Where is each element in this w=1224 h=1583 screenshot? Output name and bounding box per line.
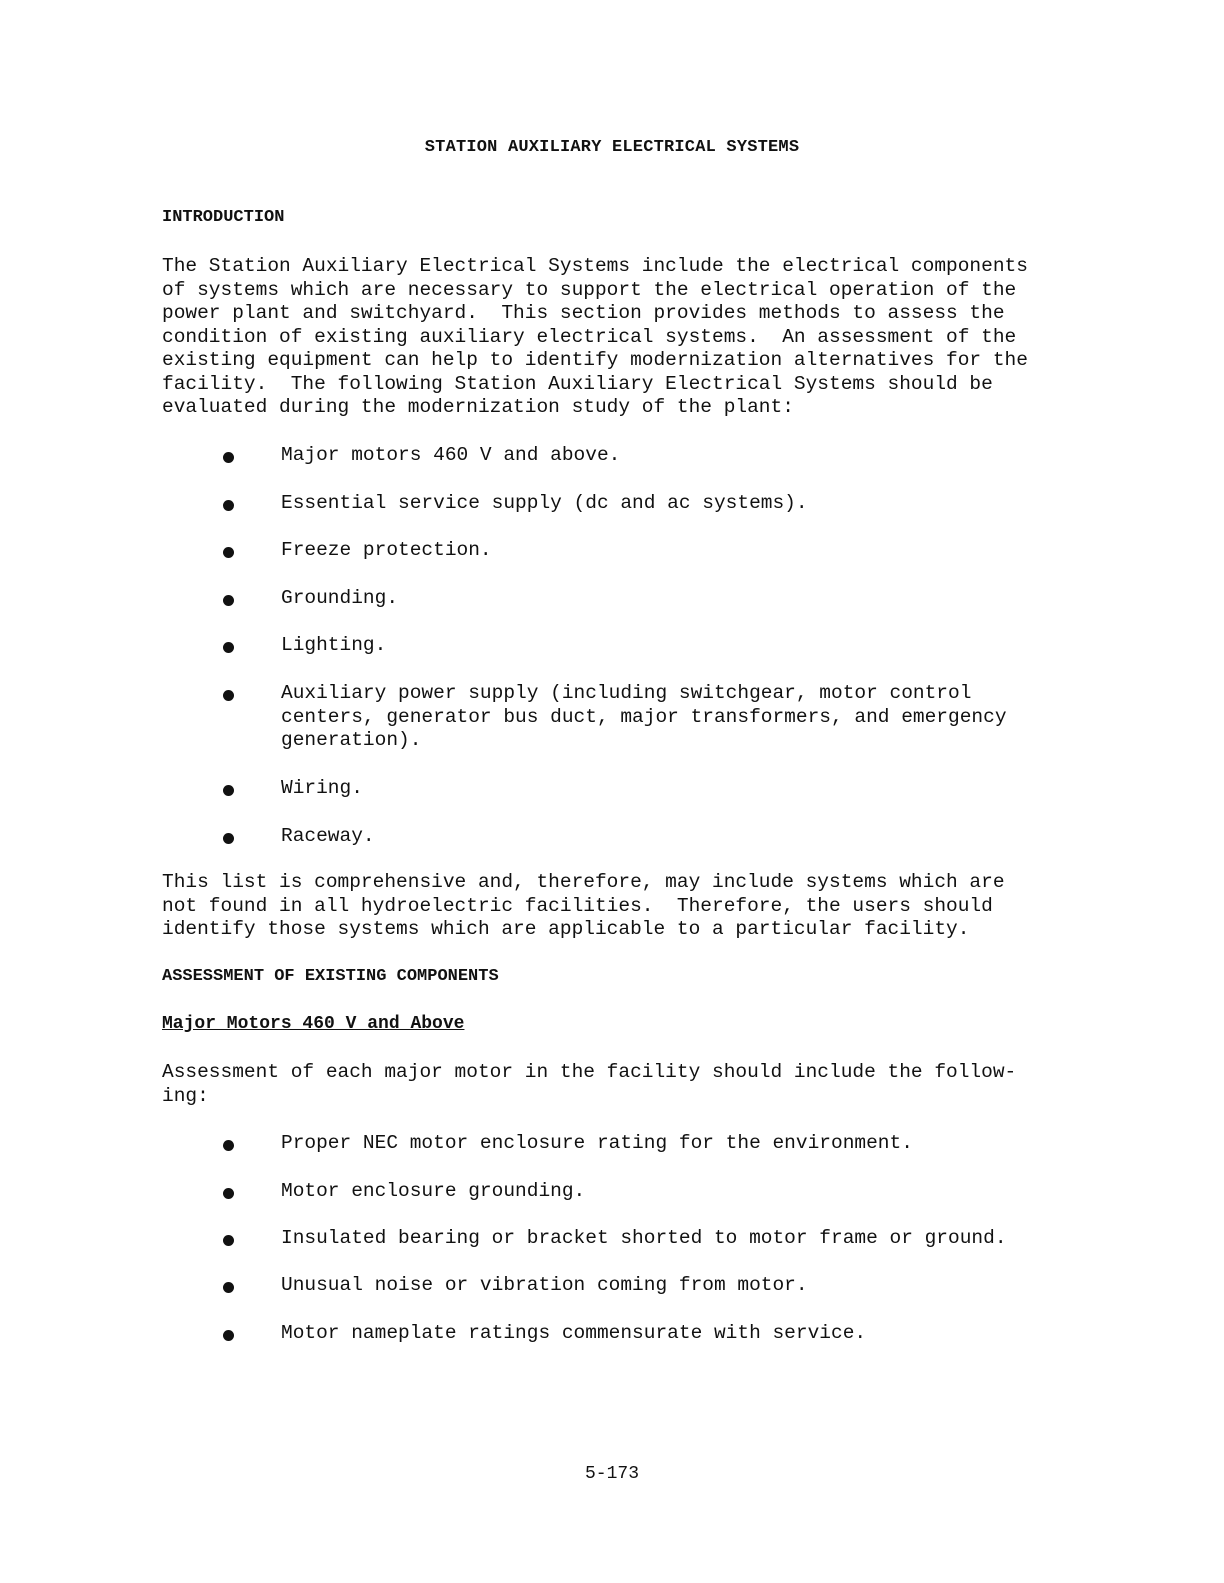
list-item-text: Proper NEC motor enclosure rating for the environment. [281,1132,913,1154]
bullet-icon [223,595,234,606]
list-item-text: Wiring. [281,777,363,799]
bullet-icon [223,690,234,701]
page-number: 5-173 [584,1464,639,1484]
list-item-text: Grounding. [281,587,399,609]
bullet-icon [223,1188,234,1199]
bullet-icon [223,500,234,511]
bullet-icon [223,452,234,463]
list-item-text: Insulated bearing or bracket shorted to motor frame or ground. [281,1227,1007,1249]
bullet-icon [223,1330,234,1341]
list-item-text: Motor nameplate ratings commensurate with service. [281,1322,867,1344]
bullet-icon [223,1282,234,1293]
list-item-text: Auxiliary power supply (including switchgear, motor control centers, generator bus duct, major transformers, and emergency generation). [281,682,1007,751]
assessment-paragraph: Assessment of each major motor in the facility should include the follow- ing: [162,1061,1017,1107]
bullet-icon [223,833,234,844]
bullet-icon [223,1235,234,1246]
list-item-text: Lighting. [281,634,387,656]
list-item-text: Essential service supply (dc and ac systems). [281,492,808,514]
closing-paragraph: This list is comprehensive and, therefore, may include systems which are not found in all hydroelectric facilities. Therefore, the users should identify those systems which are applicable to a particular facility. [162,871,1005,940]
bullet-icon [223,547,234,558]
section-subheading: Major Motors 460 V and Above [162,1014,465,1034]
bullet-icon [223,1140,234,1151]
list-item-text: Unusual noise or vibration coming from motor. [281,1274,808,1296]
bullet-icon [223,785,234,796]
introduction-paragraph: The Station Auxiliary Electrical Systems include the electrical components of systems which are necessary to support the electrical operation of the power plant and switchyard. This section provides methods to assess the condition of existing auxiliary electrical systems. An assessment of the existing equipment can help to identify modernization alternatives for the facility. The following Station Auxiliary Electrical Systems should be evaluated during the modernization study of the plant: [162,255,1028,418]
assessment-heading: ASSESSMENT OF EXISTING COMPONENTS [162,967,499,986]
list-item-text: Major motors 460 V and above. [281,444,621,466]
introduction-heading: INTRODUCTION [162,208,285,227]
list-item-text: Motor enclosure grounding. [281,1180,586,1202]
bullet-icon [223,642,234,653]
list-item-text: Freeze protection. [281,539,492,561]
list-item-text: Raceway. [281,825,375,847]
page-title: STATION AUXILIARY ELECTRICAL SYSTEMS [424,138,800,157]
